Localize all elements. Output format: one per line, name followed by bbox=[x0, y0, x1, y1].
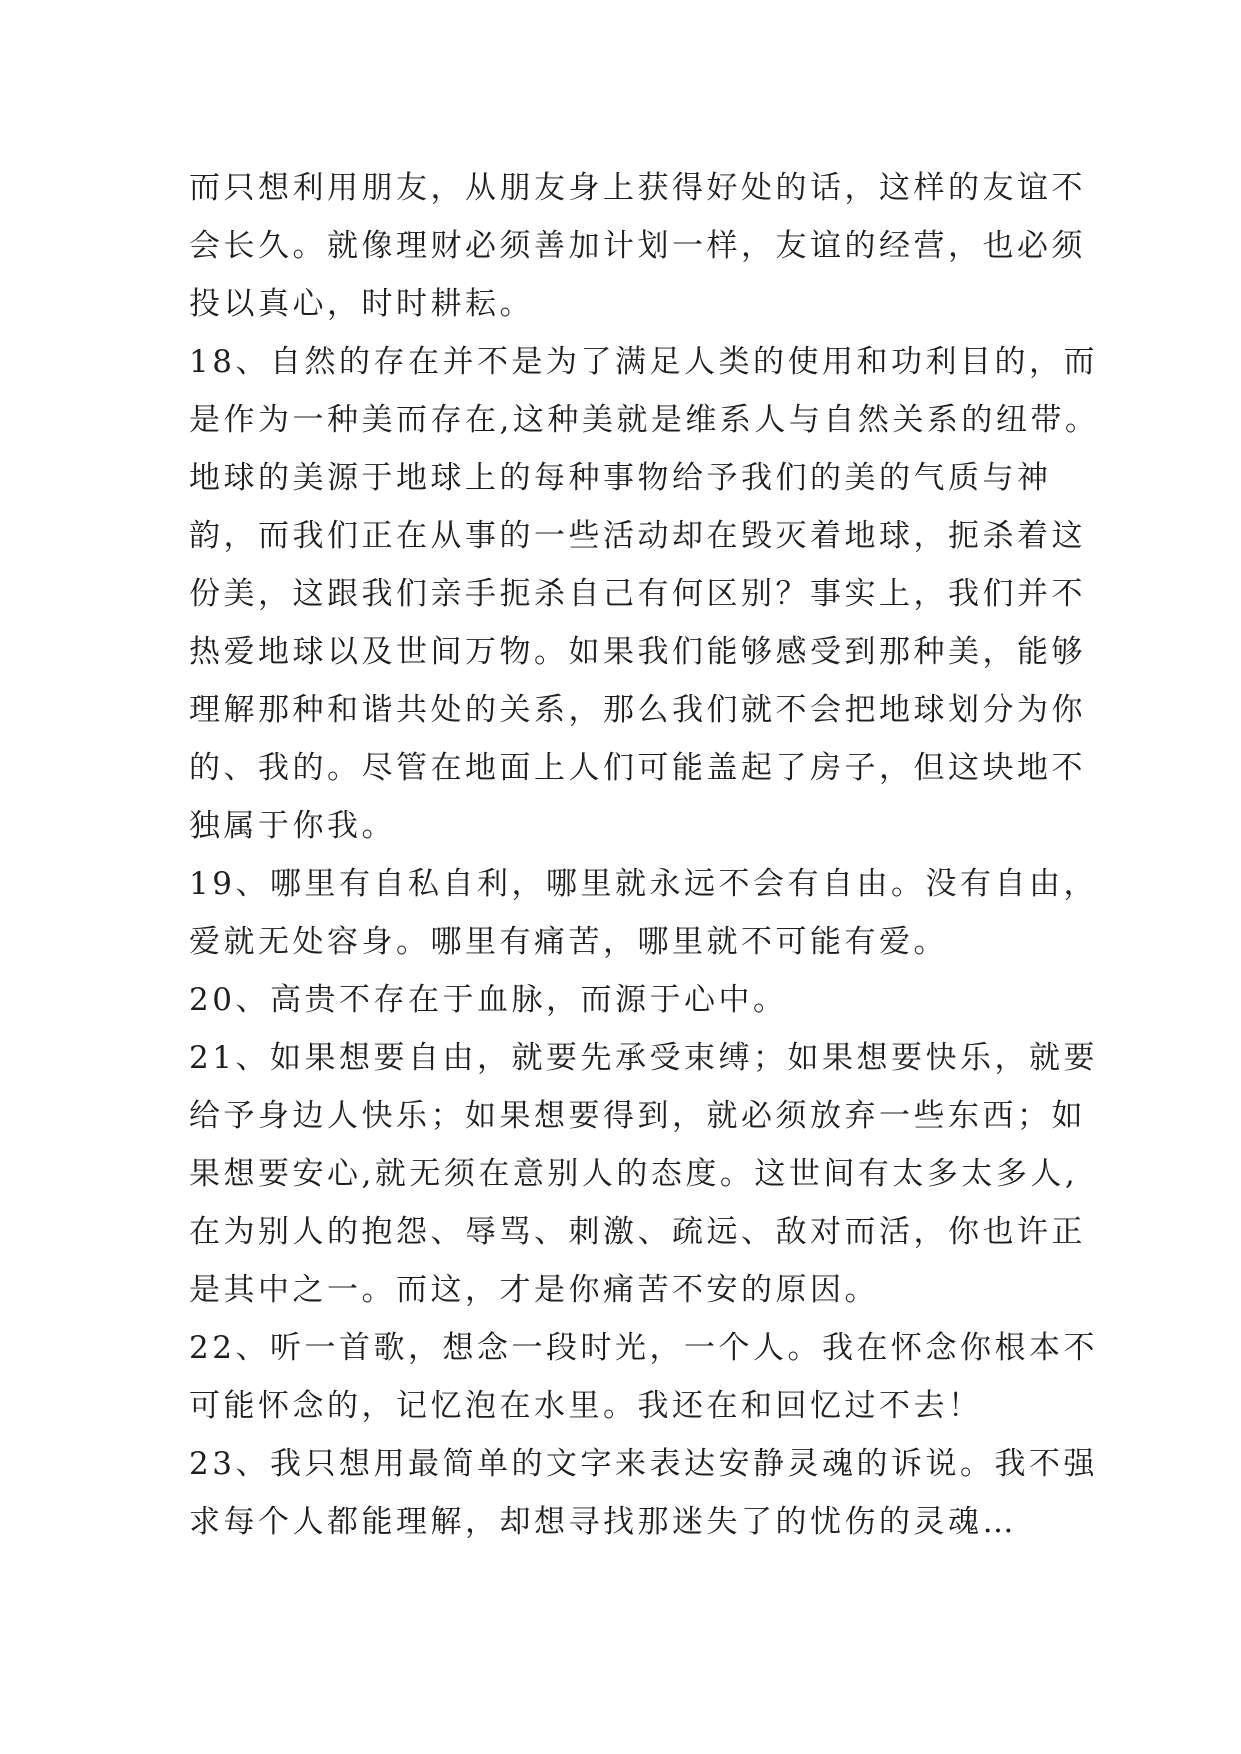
text-line: 在为别人的抱怨、辱骂、刺激、疏远、敌对而活，你也许正 bbox=[189, 1214, 1086, 1250]
text-line: 求每个人都能理解，却想寻找那迷失了的忧伤的灵魂… bbox=[189, 1504, 1017, 1540]
text-line: 21、如果想要自由，就要先承受束缚；如果想要快乐，就要 bbox=[189, 1040, 1098, 1076]
text-line: 果想要安心,就无须在意别人的态度。这世间有太多太多人, bbox=[189, 1156, 1079, 1192]
text-line: 会长久。就像理财必须善加计划一样，友谊的经营，也必须 bbox=[189, 228, 1086, 264]
text-line: 是作为一种美而存在,这种美就是维系人与自然关系的纽带。 bbox=[189, 402, 1100, 438]
text-line: 18、自然的存在并不是为了满足人类的使用和功利目的，而 bbox=[189, 344, 1098, 380]
text-line: 22、听一首歌，想念一段时光，一个人。我在怀念你根本不 bbox=[189, 1330, 1098, 1366]
text-line: 投以真心，时时耕耘。 bbox=[189, 286, 534, 322]
text-line: 理解那种和谐共处的关系，那么我们就不会把地球划分为你 bbox=[189, 692, 1086, 728]
text-line: 地球的美源于地球上的每种事物给予我们的美的气质与神 bbox=[189, 460, 1052, 496]
text-line: 20、高贵不存在于血脉，而源于心中。 bbox=[189, 982, 788, 1018]
text-line: 23、我只想用最简单的文字来表达安静灵魂的诉说。我不强 bbox=[189, 1446, 1098, 1482]
text-line: 可能怀念的，记忆泡在水里。我还在和回忆过不去！ bbox=[189, 1388, 983, 1424]
text-line: 19、哪里有自私自利，哪里就永远不会有自由。没有自由， bbox=[189, 866, 1098, 902]
text-line: 的、我的。尽管在地面上人们可能盖起了房子，但这块地不 bbox=[189, 750, 1086, 786]
text-line: 份美，这跟我们亲手扼杀自己有何区别？事实上，我们并不 bbox=[189, 576, 1086, 612]
text-line: 爱就无处容身。哪里有痛苦，哪里就不可能有爱。 bbox=[189, 924, 948, 960]
text-line: 给予身边人快乐；如果想要得到，就必须放弃一些东西；如 bbox=[189, 1098, 1086, 1134]
text-line: 韵，而我们正在从事的一些活动却在毁灭着地球，扼杀着这 bbox=[189, 518, 1086, 554]
text-line: 热爱地球以及世间万物。如果我们能够感受到那种美，能够 bbox=[189, 634, 1086, 670]
document-body bbox=[189, 159, 1100, 1551]
text-line: 是其中之一。而这，才是你痛苦不安的原因。 bbox=[189, 1272, 879, 1308]
text-line: 而只想利用朋友，从朋友身上获得好处的话，这样的友谊不 bbox=[189, 170, 1086, 206]
text-line: 独属于你我。 bbox=[189, 808, 396, 844]
